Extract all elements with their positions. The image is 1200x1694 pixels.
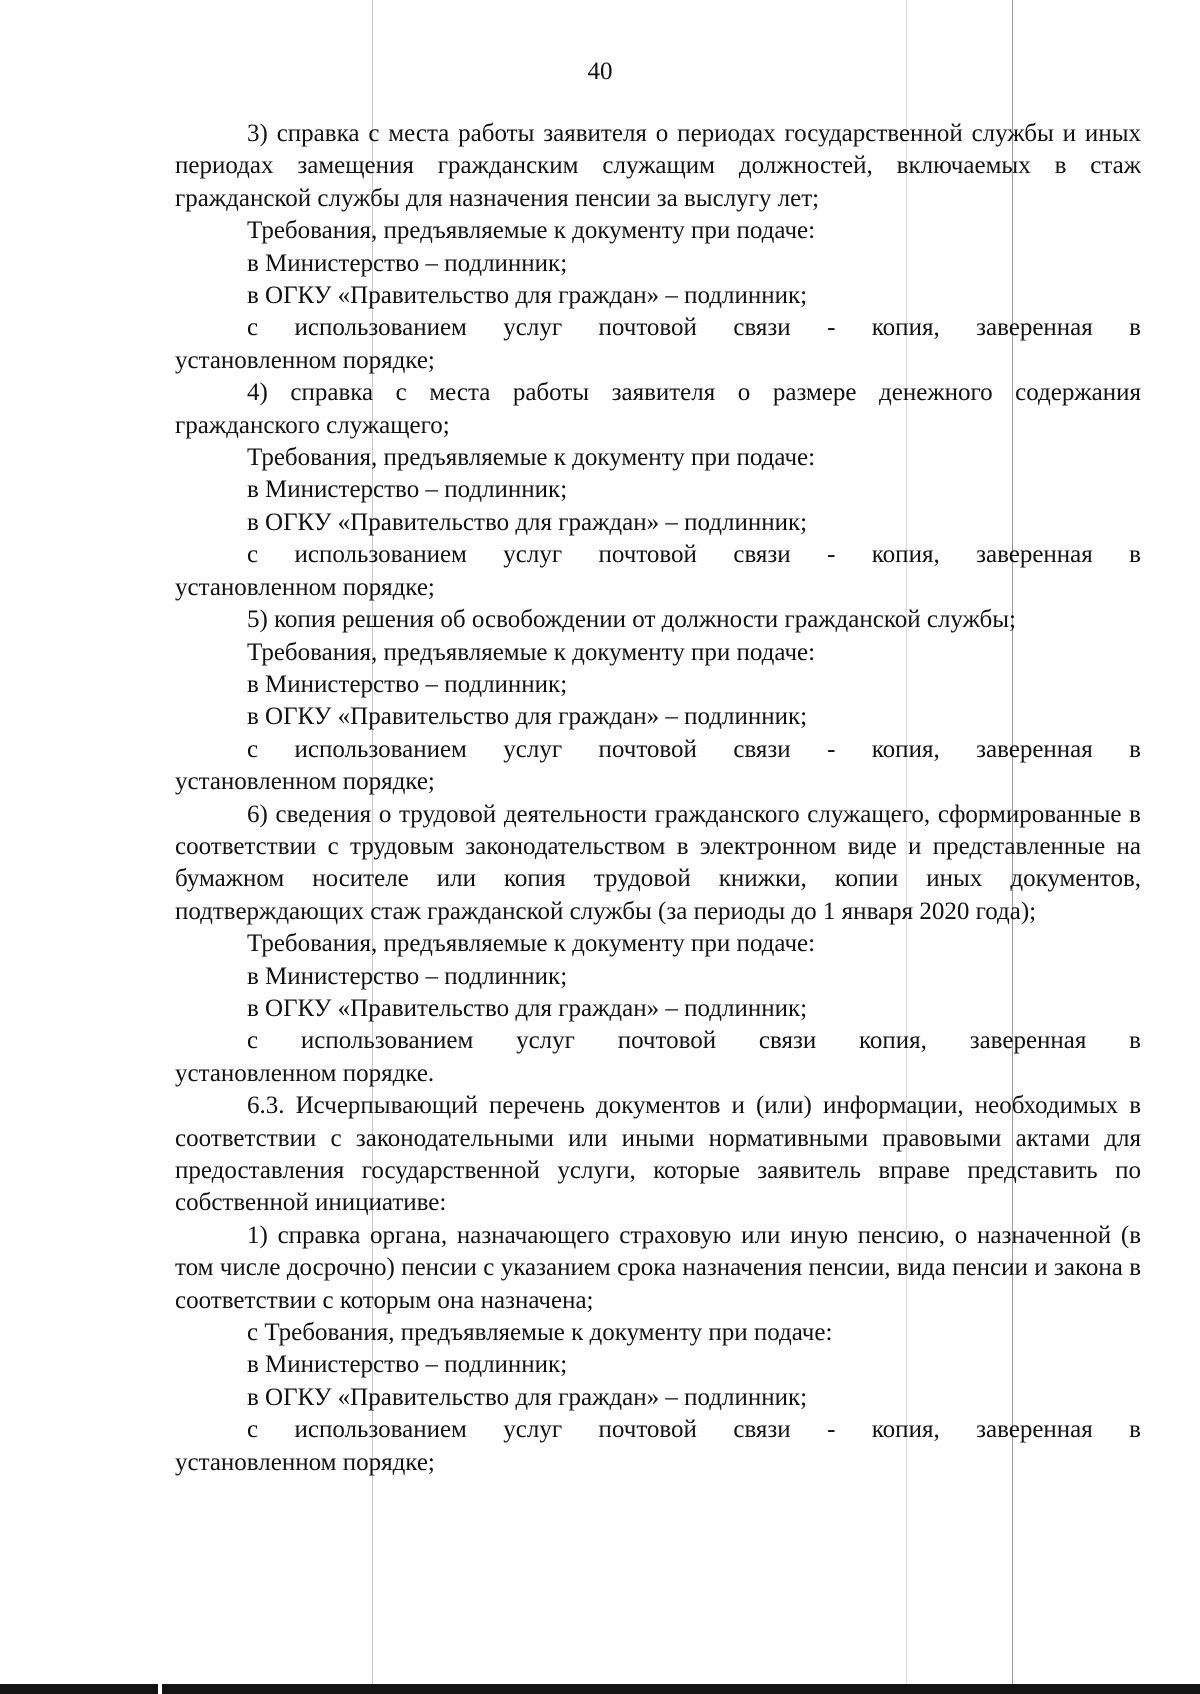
requirement-ministry: в Министерство – подлинник; — [247, 670, 568, 698]
requirement-mail-end: установленном порядке; — [175, 768, 435, 796]
requirement-mail-end: установленном порядке; — [175, 346, 435, 374]
requirement-ministry: в Министерство – подлинник; — [247, 1351, 568, 1379]
requirement-ministry: в Министерство – подлинник; — [247, 249, 568, 277]
requirement-ministry: в Министерство – подлинник; — [247, 476, 568, 504]
scan-bottom-edge — [0, 1684, 1200, 1694]
requirements-heading: Требования, предъявляемые к документу при подаче: — [247, 638, 816, 666]
requirement-ogku: в ОГКУ «Правительство для граждан» – подлинник; — [247, 1383, 808, 1411]
requirements-heading: Требования, предъявляемые к документу при подаче: — [247, 217, 816, 245]
requirement-mail-end: установленном порядке; — [175, 1448, 435, 1476]
paragraph-item-5: 5) копия решения об освобождении от должности гражданской службы; — [247, 606, 1017, 634]
requirement-ogku: в ОГКУ «Правительство для граждан» – подлинник; — [247, 703, 808, 731]
requirement-ogku: в ОГКУ «Правительство для граждан» – подлинник; — [247, 282, 808, 310]
requirements-heading: Требования, предъявляемые к документу при подаче: — [247, 444, 816, 472]
section-6-3: 6.3. Исчерпывающий перечень документов и (или) информации, необходимых в соответствии с законодательными или иными нормативными правовыми актами для предоставления государственной услуги, которые заявитель вправе представить по собственной инициативе: — [175, 1092, 1141, 1217]
scan-bottom-edge-gap — [158, 1684, 162, 1694]
requirement-mail: с использованием услуг почтовой связи - копия, заверенная в — [247, 735, 1141, 763]
requirement-mail-end: установленном порядке. — [175, 1059, 435, 1087]
page-number: 40 — [587, 58, 613, 85]
requirement-ogku: в ОГКУ «Правительство для граждан» – подлинник; — [247, 994, 808, 1022]
requirement-ministry: в Министерство – подлинник; — [247, 962, 568, 990]
paragraph-item-3: 3) справка с места работы заявителя о периодах государственной службы и иных периодах замещения гражданским служащим должностей, включаемых в стаж гражданской службы для назначения пенсии за выслугу лет; — [175, 120, 1141, 212]
requirement-ogku: в ОГКУ «Правительство для граждан» – подлинник; — [247, 508, 808, 536]
paragraph-item-4: 4) справка с места работы заявителя о размере денежного содержания гражданского служащего; — [175, 379, 1141, 439]
requirement-mail: с использованием услуг почтовой связи - копия, заверенная в — [247, 314, 1141, 342]
document-body — [175, 118, 1141, 1479]
requirement-mail: с использованием услуг почтовой связи - копия, заверенная в — [247, 1416, 1141, 1444]
paragraph-item-6: 6) сведения о трудовой деятельности гражданского служащего, сформированные в соответствии с трудовым законодательством в электронном виде и представленные на бумажном носителе или копия трудовой книжки, копии иных документов, подтверждающих стаж гражданской службы (за периоды до 1 января 2020 года); — [175, 800, 1141, 925]
requirements-heading: Требования, предъявляемые к документу при подаче: — [247, 930, 816, 958]
requirement-mail-end: установленном порядке; — [175, 573, 435, 601]
requirements-heading: с Требования, предъявляемые к документу при подаче: — [247, 1319, 833, 1347]
paragraph-6-3-item-1: 1) справка органа, назначающего страховую или иную пенсию, о назначенной (в том числе досрочно) пенсии с указанием срока назначения пенсии, вида пенсии и закона в соответствии с которым она назначена; — [175, 1221, 1141, 1314]
requirement-mail: с использованием услуг почтовой связи копия, заверенная в — [247, 1027, 1141, 1055]
requirement-mail: с использованием услуг почтовой связи - копия, заверенная в — [247, 541, 1141, 569]
